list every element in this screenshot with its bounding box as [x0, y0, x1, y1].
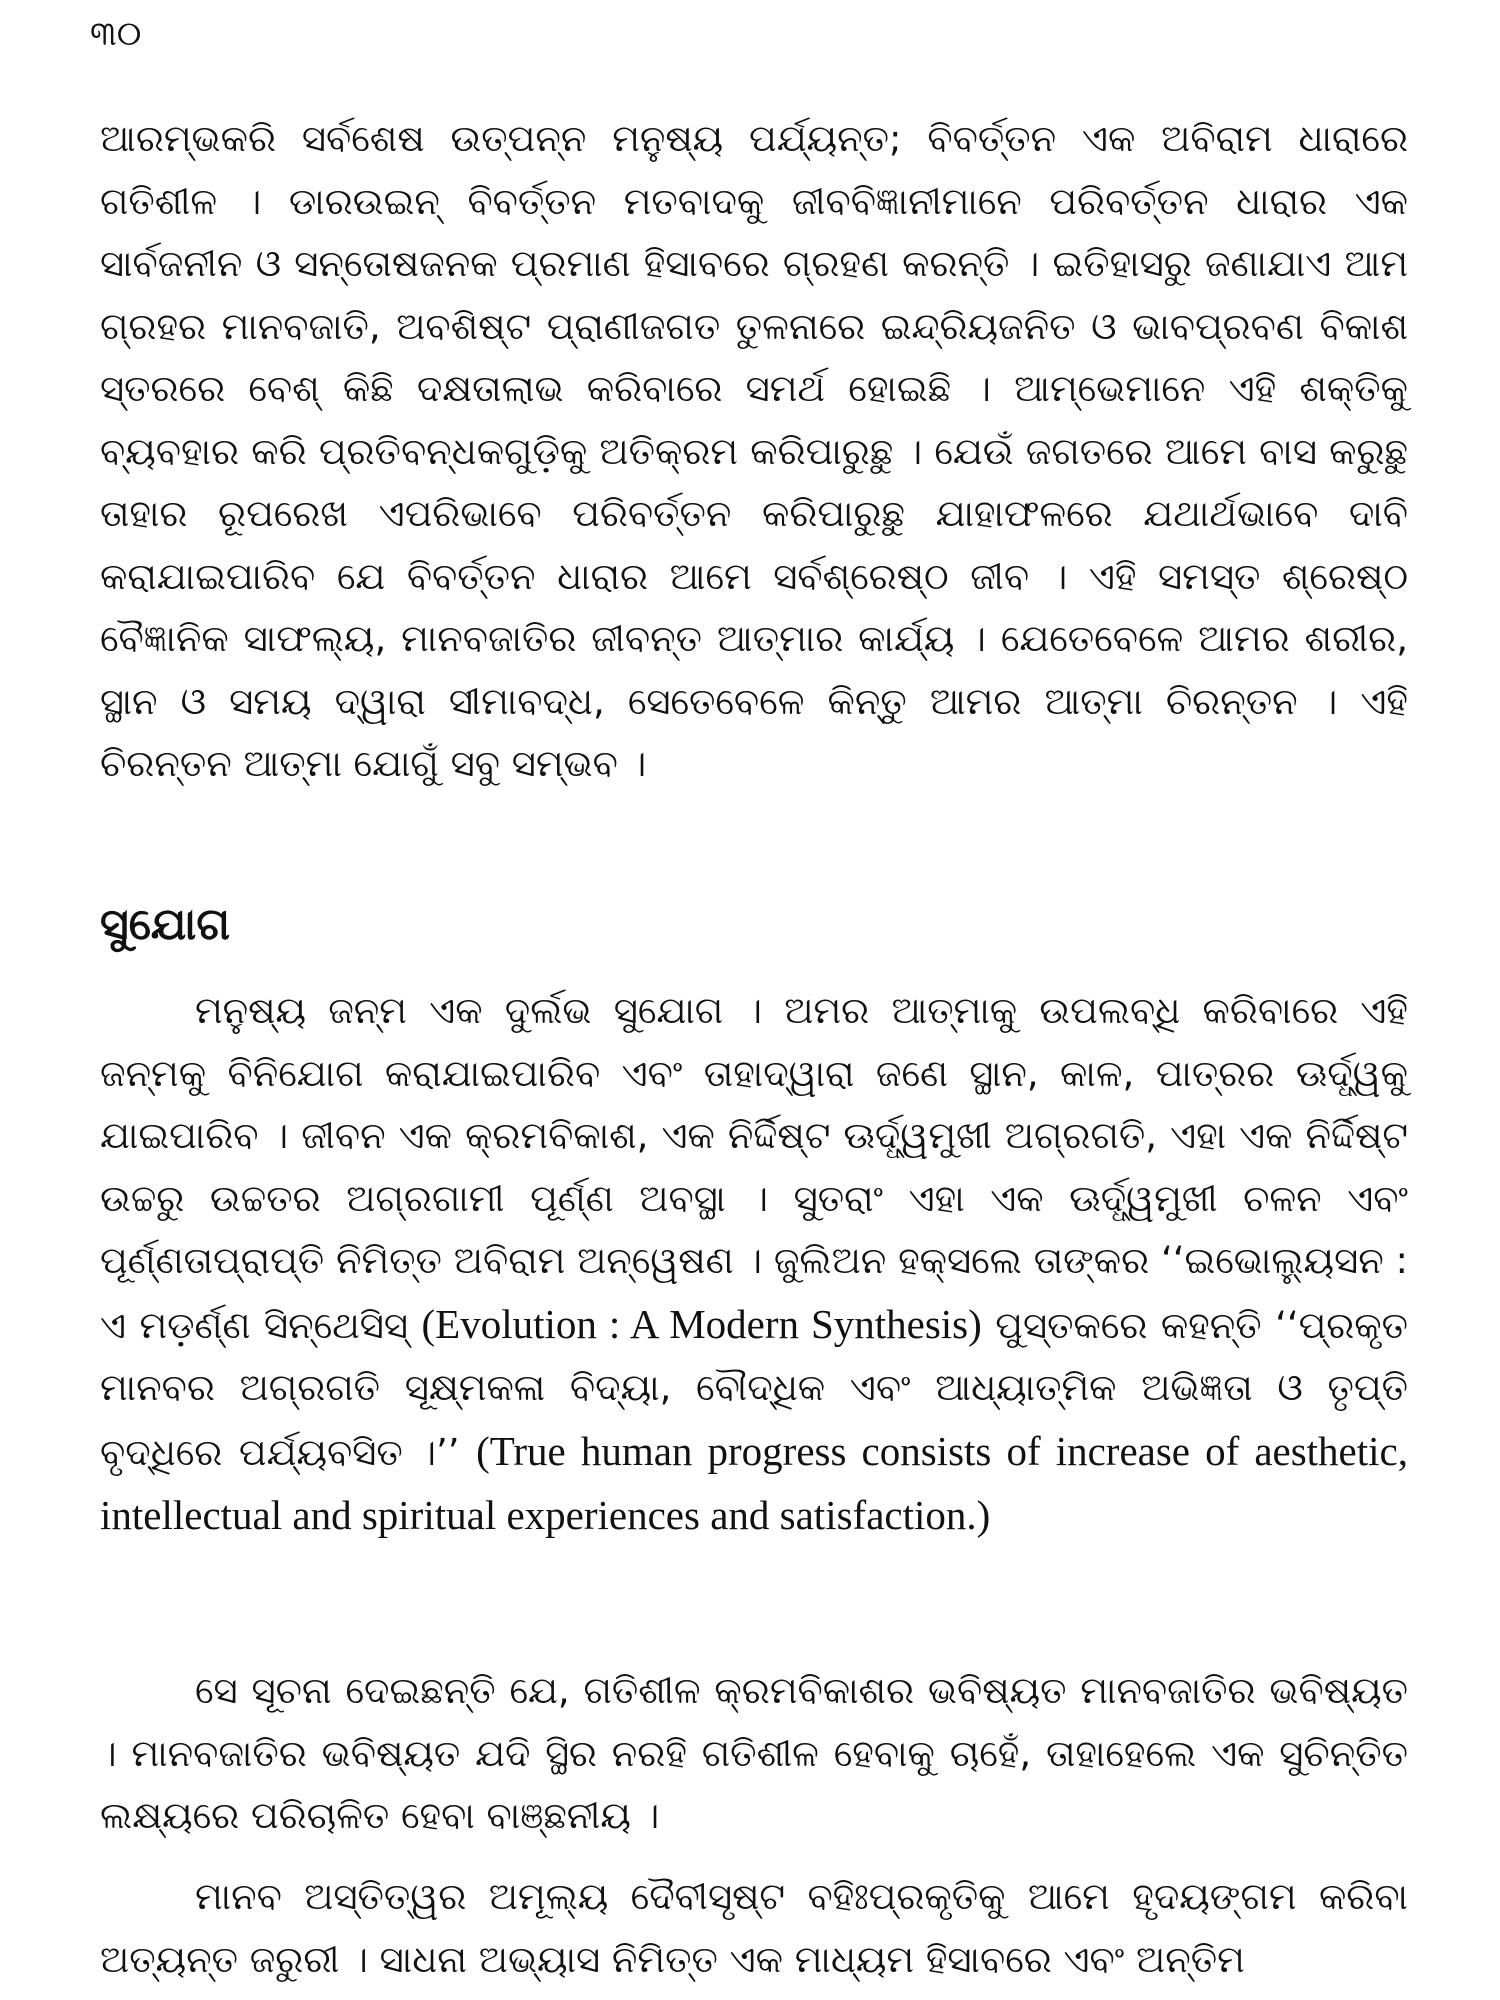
section-heading: ସୁଯୋଗ [100, 899, 231, 950]
paragraph-text: ଆରମ୍ଭକରି ସର୍ବଶେଷ ଉତ୍ପନ୍ନ ମନୁଷ୍ୟ ପର୍ଯ୍ୟନ୍ତ; ବିବର୍ତ୍ତନ ଏକ ଅବିରାମ ଧାରାରେ ଗତିଶୀଳ । ଡାରଉଇନ୍ ବିବର୍ତ୍ତନ ମତବାଦକୁ ଜୀବବିଜ୍ଞାନୀମାନେ ପରିବର୍ତ୍ତନ ଧାରାର ଏକ ସାର୍ବଜନୀନ ଓ ସନ୍ତୋଷଜନକ ପ୍ରମାଣ ହିସାବରେ ଗ୍ରହଣ କରନ୍ତି । ଇତିହାସରୁ ଜଣାଯାଏ ଆମ ଗ୍ରହର ମାନବଜାତି, ଅବଶିଷ୍ଟ ପ୍ରାଣୀଜଗତ ତୁଳନାରେ ଇନ୍ଦ୍ରିୟଜନିତ ଓ ଭାବପ୍ରବଣ ବିକାଶ ସ୍ତରରେ ବେଶ୍ କିଛି ଦକ୍ଷତାଲାଭ କରିବାରେ ସମର୍ଥ ହୋଇଛି । ଆମ୍ଭେମାନେ ଏହି ଶକ୍ତିକୁ ବ୍ୟବହାର କରି ପ୍ରତିବନ୍ଧକଗୁଡ଼ିକୁ ଅତିକ୍ରମ କରିପାରୁଛୁ । ଯେଉଁ ଜଗତରେ ଆମେ ବାସ କରୁଛୁ ତାହାର ରୂପରେଖ ଏପରିଭାବେ ପରିବର୍ତ୍ତନ କରିପାରୁଛୁ ଯାହାଫଳରେ ଯଥାର୍ଥଭାବେ ଦାବି କରାଯାଇପାରିବ ଯେ ବିବର୍ତ୍ତନ ଧାରାର ଆମେ ସର୍ବଶ୍ରେଷ୍ଠ ଜୀବ । ଏହି ସମସ୍ତ ଶ୍ରେଷ୍ଠ ବୈଜ୍ଞାନିକ ସାଫଲ୍ୟ, ମାନବଜାତିର ଜୀବନ୍ତ ଆତ୍ମାର କାର୍ଯ୍ୟ । ଯେତେବେଳେ ଆମର ଶରୀର, ସ୍ଥାନ ଓ ସମୟ ଦ୍ୱାରା ସୀମାବଦ୍ଧ, ସେତେବେଳେ କିନ୍ତୁ ଆମର ଆତ୍ମା ଚିରନ୍ତନ । ଏହି ଚିରନ୍ତନ ଆତ୍ମା ଯୋଗୁଁ ସବୁ ସମ୍ଭବ । [100, 117, 1408, 785]
english-book-title: (Evolution : A Modern Synthesis) [421, 1300, 982, 1347]
paragraph-text [100, 980, 1408, 1549]
paragraph-evolution [100, 108, 1408, 796]
page-number: ୩୦ [90, 14, 142, 54]
paragraph-text: ସେ ସୂଚନା ଦେଇଛନ୍ତି ଯେ, ଗତିଶୀଳ କ୍ରମବିକାଶର ଭବିଷ୍ୟତ ମାନବଜାତିର ଭବିଷ୍ୟତ । ମାନବଜାତିର ଭବିଷ୍ୟତ ଯଦି ସ୍ଥିର ନରହି ଗତିଶୀଳ ହେବାକୁ ଚାହେଁ, ତାହାହେଲେ ଏକ ସୁଚିନ୍ତିତ ଲକ୍ଷ୍ୟରେ ପରିଚାଳିତ ହେବା ବାଞ୍ଛନୀୟ । [100, 1669, 1408, 1837]
english-quote: (True human progress consists of increase of aesthetic, intellectual and spiritual experiences and satisfaction.) [100, 1427, 1408, 1538]
paragraph-text: ମାନବ ଅସ୍ତିତ୍ୱର ଅମୂଲ୍ୟ ଦୈବୀସୃଷ୍ଟ ବହିଃପ୍ରକୃତିକୁ ଆମେ ହୃଦୟଙ୍ଗମ କରିବା ଅତ୍ୟନ୍ତ ଜରୁରୀ । ସାଧନା ଅଭ୍ୟାସ ନିମିତ୍ତ ଏକ ମାଧ୍ୟମ ହିସାବରେ ଏବଂ ଅନ୍ତିମ [100, 1875, 1408, 1981]
section-heading-block [100, 895, 1408, 955]
paragraph-future [100, 1660, 1408, 1848]
paragraph-opportunity [100, 980, 1408, 1549]
paragraph-human-existence [100, 1866, 1408, 1991]
odia-text: ମନୁଷ୍ୟ ଜନ୍ମ ଏକ ଦୁର୍ଲଭ ସୁଯୋଗ । ଅମର ଆତ୍ମାକୁ ଉପଲବ୍ଧି କରିବାରେ ଏହି ଜନ୍ମକୁ ବିନିଯୋଗ କରାଯାଇପାରିବ ଏବଂ ତାହାଦ୍ୱାରା ଜଣେ ସ୍ଥାନ, କାଳ, ପାତ୍ରର ଊର୍ଦ୍ଧ୍ୱକୁ ଯାଇପାରିବ । ଜୀବନ ଏକ କ୍ରମବିକାଶ, ଏକ ନିର୍ଦ୍ଦିଷ୍ଟ ଊର୍ଦ୍ଧ୍ୱମୁଖୀ ଅଗ୍ରଗତି, ଏହା ଏକ ନିର୍ଦ୍ଦିଷ୍ଟ ଉଚ୍ଚରୁ ଉଚ୍ଚତର ଅଗ୍ରଗାମୀ ପୂର୍ଣ୍ଣ ଅବସ୍ଥା । ସୁତରାଂ ଏହା ଏକ ଊର୍ଦ୍ଧ୍ୱମୁଖୀ ଚଳନ ଏବଂ ପୂର୍ଣ୍ଣତାପ୍ରାପ୍ତି ନିମିତ୍ତ ଅବିରାମ ଅନ୍ୱେଷଣ । ଜୁଲିଅନ ହକ୍ସଲେ ତାଙ୍କର ‘‘ଇଭୋଲ୍ୟୁସନ : ଏ ମଡ଼ର୍ଣ୍ଣ ସିନ୍‌ଥେସିସ୍ [100, 989, 1408, 1347]
odia-text: ପୁସ୍ତକରେ କହନ୍ତି ‘‘ପ୍ରକୃତ ମାନବର ଅଗ୍ରଗତି ସୂକ୍ଷ୍ମକଳା ବିଦ୍ୟା, ବୌଦ୍ଧିକ ଏବଂ ଆଧ୍ୟାତ୍ମିକ ଅଭିଜ୍ଞତା ଓ ତୃପ୍ତି ବୃଦ୍ଧିରେ ପର୍ଯ୍ୟବସିତ ।’’ [100, 1303, 1409, 1474]
